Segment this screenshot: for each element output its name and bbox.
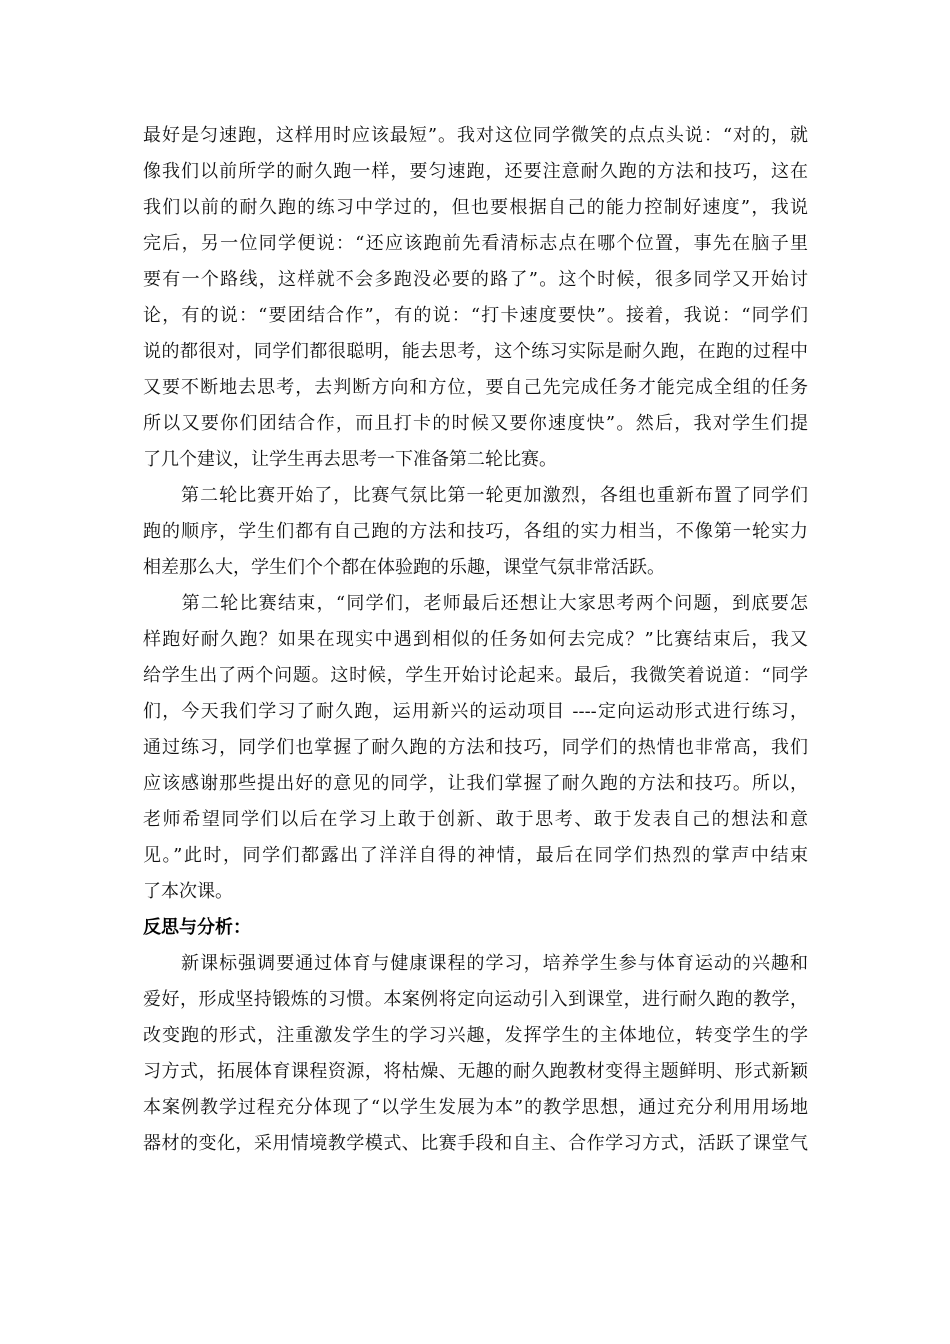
document-body bbox=[143, 118, 808, 1162]
text-line: 又要不断地去思考，去判断方向和方位，要自己先完成任务才能完成全组的任务 bbox=[143, 377, 808, 398]
text-line: 所以又要你们团结合作，而且打卡的时候又要你速度快”。然后，我对学生们提 bbox=[143, 413, 808, 434]
text-line: 第二轮比赛开始了，比赛气氛比第一轮更加激烈，各组也重新布置了同学们 bbox=[143, 485, 808, 506]
text-line: 了几个建议，让学生再去思考一下准备第二轮比赛。 bbox=[143, 449, 557, 470]
text-line: 要有一个路线，这样就不会多跑没必要的路了”。这个时候，很多同学又开始讨 bbox=[143, 269, 808, 290]
paragraph-1 bbox=[143, 118, 808, 478]
text-line: 通过练习，同学们也掌握了耐久跑的方法和技巧，同学们的热情也非常高，我们 bbox=[143, 737, 808, 758]
paragraph-2 bbox=[143, 478, 808, 586]
text-line: 第二轮比赛结束，“同学们，老师最后还想让大家思考两个问题，到底要怎 bbox=[143, 593, 808, 614]
text-line: 相差那么大，学生们个个都在体验跑的乐趣，课堂气氛非常活跃。 bbox=[143, 557, 665, 578]
text-line: 新课标强调要通过体育与健康课程的学习，培养学生参与体育运动的兴趣和 bbox=[143, 953, 808, 974]
text-line: 样跑好耐久跑？如果在现实中遇到相似的任务如何去完成？”比赛结束后，我又 bbox=[143, 629, 808, 650]
paragraph-4 bbox=[143, 946, 808, 1162]
text-line: 器材的变化，采用情境教学模式、比赛手段和自主、合作学习方式，活跃了课堂气 bbox=[143, 1133, 808, 1154]
text-line: 给学生出了两个问题。这时候，学生开始讨论起来。最后，我微笑着说道：“同学 bbox=[143, 665, 808, 686]
text-line: 老师希望同学们以后在学习上敢于创新、敢于思考、敢于发表自己的想法和意 bbox=[143, 809, 808, 830]
text-line: 本案例教学过程充分体现了“以学生发展为本”的教学思想，通过充分利用用场地 bbox=[143, 1097, 808, 1118]
text-line: 像我们以前所学的耐久跑一样，要匀速跑，还要注意耐久跑的方法和技巧，这在 bbox=[143, 161, 808, 182]
text-line: 改变跑的形式，注重激发学生的学习兴趣，发挥学生的主体地位，转变学生的学 bbox=[143, 1025, 808, 1046]
text-line: 跑的顺序，学生们都有自己跑的方法和技巧，各组的实力相当，不像第一轮实力 bbox=[143, 521, 808, 542]
text-line: 应该感谢那些提出好的意见的同学，让我们掌握了耐久跑的方法和技巧。所以， bbox=[143, 773, 808, 794]
text-line: 爱好，形成坚持锻炼的习惯。本案例将定向运动引入到课堂，进行耐久跑的教学， bbox=[143, 989, 808, 1010]
text-line: 最好是匀速跑，这样用时应该最短”。我对这位同学微笑的点点头说：“对的，就 bbox=[143, 125, 808, 146]
text-line: 完后，另一位同学便说：“还应该跑前先看清标志点在哪个位置，事先在脑子里 bbox=[143, 233, 808, 254]
text-line: 说的都很对，同学们都很聪明，能去思考，这个练习实际是耐久跑，在跑的过程中 bbox=[143, 341, 808, 362]
text-line: 论，有的说：“要团结合作”，有的说：“打卡速度要快”。接着，我说：“同学们 bbox=[143, 305, 808, 326]
text-line: 了本次课。 bbox=[143, 881, 233, 902]
section-heading: 反思与分析： bbox=[143, 917, 251, 938]
text-line: 习方式，拓展体育课程资源，将枯燥、无趣的耐久跑教材变得主题鲜明、形式新颖 bbox=[143, 1061, 808, 1082]
text-line: 见。”此时，同学们都露出了洋洋自得的神情，最后在同学们热烈的掌声中结束 bbox=[143, 845, 808, 866]
text-line: 们，今天我们学习了耐久跑，运用新兴的运动项目 ----定向运动形式进行练习， bbox=[143, 701, 808, 722]
paragraph-3 bbox=[143, 586, 808, 910]
text-line: 我们以前的耐久跑的练习中学过的，但也要根据自己的能力控制好速度”，我说 bbox=[143, 197, 808, 218]
